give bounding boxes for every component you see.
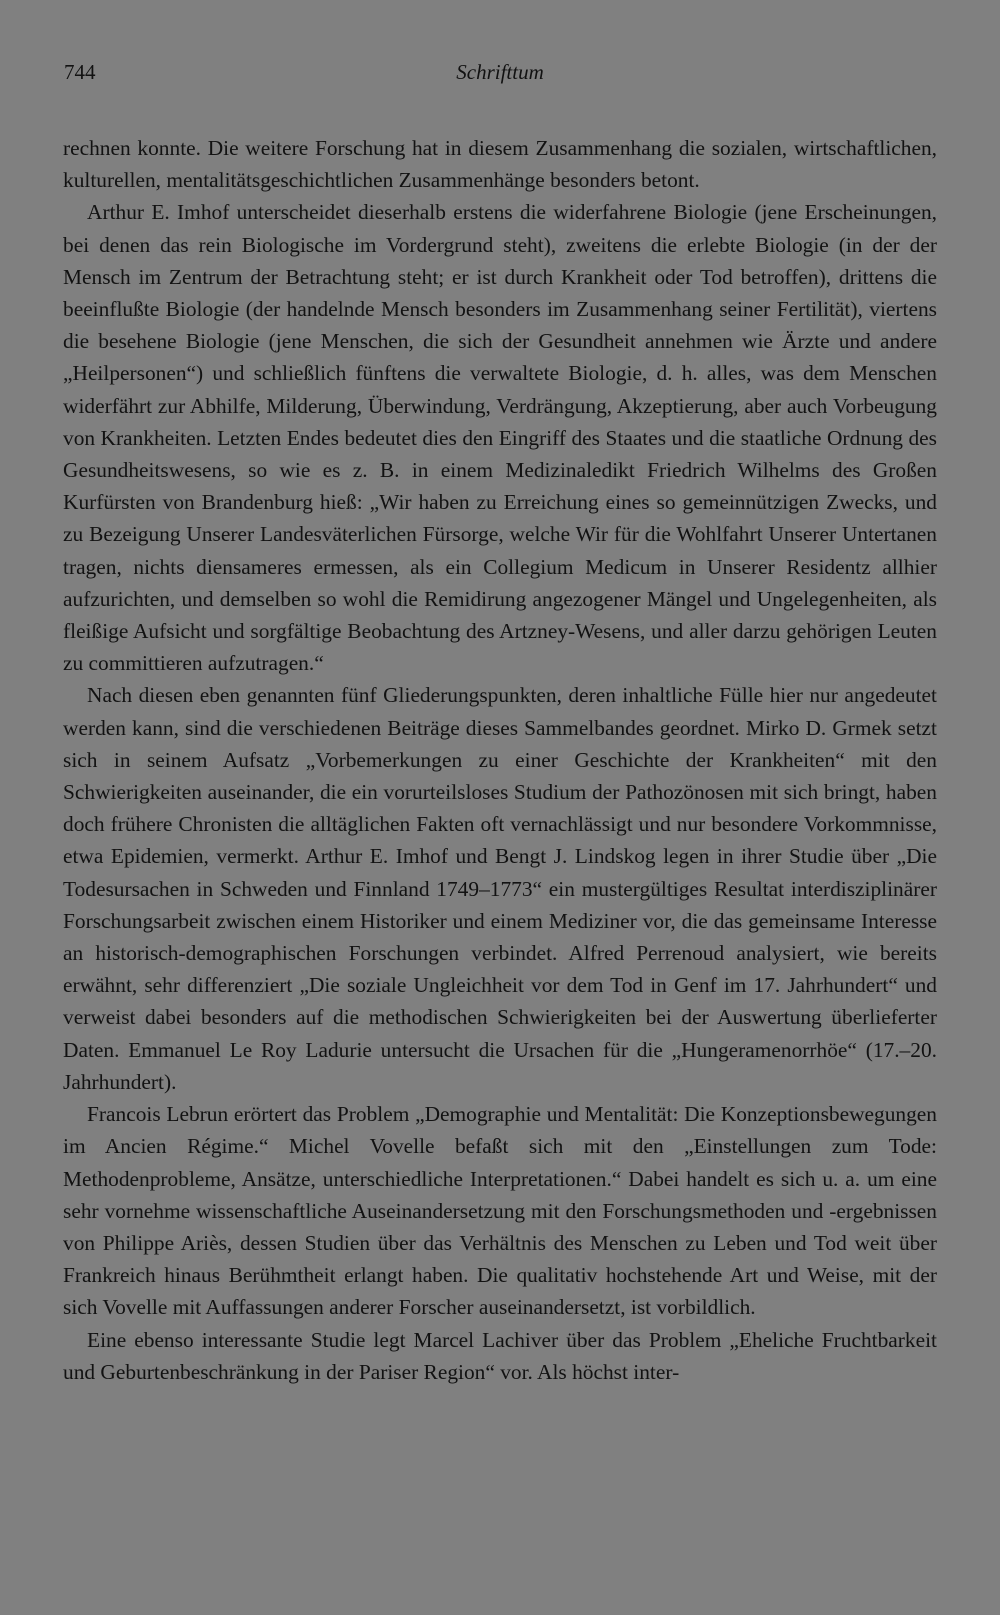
paragraph-imhof-biology: Arthur E. Imhof unterscheidet dieserhalb erstens die widerfahrene Biologie (jene Erscheinungen, bei denen das rein Biologische im Vordergrund steht), zweitens die erlebte Biologie (in der der Mensch im Zentrum der Betrachtung steht; er ist durch Krankheit oder Tod betroffen), drittens die beeinflußte Biologie (der handelnde Mensch besonders im Zusammenhang seiner Fertilität), viertens die besehene Biologie (jene Menschen, die sich der Gesundheit annehmen wie Ärzte und andere „Heilpersonen“) und schließlich fünftens die verwaltete Biologie, d. h. alles, was dem Menschen widerfährt zur Abhilfe, Milderung, Überwindung, Verdrängung, Akzeptierung, aber auch Vorbeugung von Krankheiten. Letzten Endes bedeutet dies den Eingriff des Staates und die staatliche Ordnung des Gesundheitswesens, so wie es z. B. in einem Medizinaledikt Friedrich Wilhelms des Großen Kurfürsten von Brandenburg hieß: „Wir haben zu Erreichung eines so gemeinnützigen Zwecks, und zu Bezeigung Unserer Landesväterlichen Fürsorge, welche Wir für die Wohlfahrt Unserer Untertanen tragen, nichts diensameres ermessen, als ein Collegium Medicum in Unserer Residentz allhier aufzurichten, und demselben so wohl die Remidirung angezogener Mängel und Ungelegenheiten, als fleißige Aufsicht und sorgfältige Beobachtung des Artzney-Wesens, und aller darzu gehörigen Leuten zu committieren aufzutragen.“ (63, 200, 937, 676)
paragraph-lachiver: Eine ebenso interessante Studie legt Marcel Lachiver über das Problem „Eheliche Fruchtbarkeit und Geburtenbeschränkung in der Pariser Region“ vor. Als höchst inter- (63, 1327, 937, 1384)
running-head: Schrifttum (456, 60, 544, 84)
body-text (63, 132, 937, 1388)
paragraph-lebrun-vovelle: Francois Lebrun erörtert das Problem „Demographie und Mentalität: Die Konzeptionsbewegungen im Ancien Régime.“ Michel Vovelle befaßt sich mit den „Einstellungen zum Tode: Methodenprobleme, Ansätze, unterschiedliche Interpretationen.“ Dabei handelt es sich u. a. um eine sehr vornehme wissenschaftliche Auseinandersetzung mit den Forschungsmethoden und -ergebnissen von Philippe Ariès, dessen Studien über das Verhältnis des Menschen zu Leben und Tod weit über Frankreich hinaus Berühmtheit erlangt haben. Die qualitativ hochstehende Art und Weise, mit der sich Vovelle mit Auffassungen anderer Forscher auseinandersetzt, ist vorbildlich. (63, 1102, 937, 1320)
paragraph-continuation: rechnen konnte. Die weitere Forschung hat in diesem Zusammenhang die sozialen, wirtschaftlichen, kulturellen, mentalitätsgeschichtlichen Zusammenhänge besonders betont. (63, 136, 937, 193)
page-number: 744 (64, 60, 96, 84)
paragraph-contributions: Nach diesen eben genannten fünf Gliederungspunkten, deren inhaltliche Fülle hier nur angedeutet werden kann, sind die verschiedenen Beiträge dieses Sammelbandes geordnet. Mirko D. Grmek setzt sich in seinem Aufsatz „Vorbemerkungen zu einer Geschichte der Krankheiten“ mit den Schwierigkeiten auseinander, die ein vorurteilsloses Studium der Pathozönosen mit sich bringt, haben doch frühere Chronisten die alltäglichen Fakten oft vernachlässigt und nur besondere Vorkommnisse, etwa Epidemien, vermerkt. Arthur E. Imhof und Bengt J. Lindskog legen in ihrer Studie über „Die Todesursachen in Schweden und Finnland 1749–1773“ ein mustergültiges Resultat interdisziplinärer Forschungsarbeit zwischen einem Historiker und einem Mediziner vor, die das gemeinsame Interesse an historisch-demographischen Forschungen verbindet. Alfred Perrenoud analysiert, wie bereits erwähnt, sehr differenziert „Die soziale Ungleichheit vor dem Tod in Genf im 17. Jahrhundert“ und verweist dabei besonders auf die methodischen Schwierigkeiten bei der Auswertung überlieferter Daten. Emmanuel Le Roy Ladurie untersucht die Ursachen für die „Hungeramenorrhöe“ (17.–20. Jahrhundert). (63, 683, 937, 1094)
page-header (64, 60, 936, 96)
